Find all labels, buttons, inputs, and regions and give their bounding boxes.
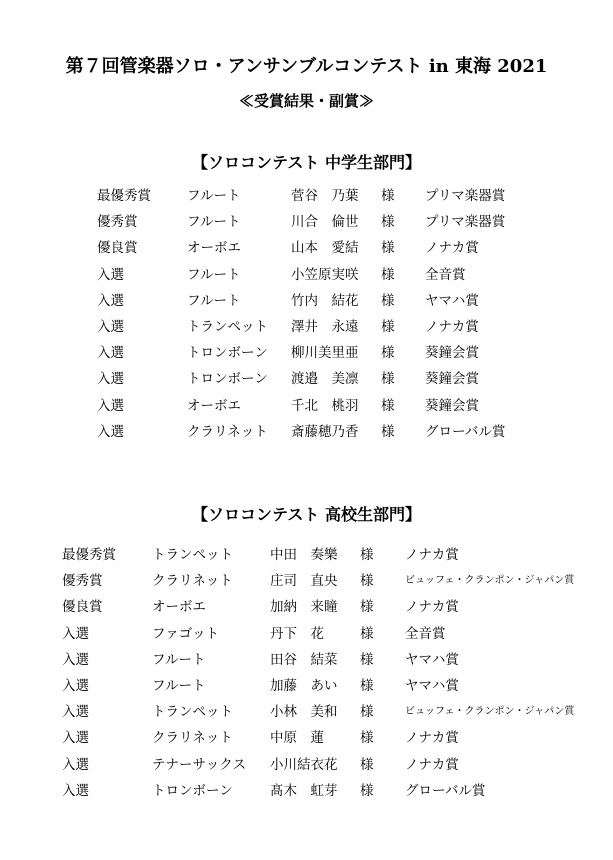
result-prize: 葵鐘会賞 bbox=[425, 397, 479, 414]
result-prize: 全音賞 bbox=[425, 266, 466, 283]
section-heading-high-school: 【ソロコンテスト 高校生部門】 bbox=[192, 505, 421, 524]
result-award: 優秀賞 bbox=[97, 214, 138, 231]
result-award: 入選 bbox=[97, 371, 124, 388]
result-name: 澤井 永遠 bbox=[291, 319, 359, 335]
result-prize: ビュッフェ・クランポン・ジャパン賞 bbox=[405, 706, 575, 718]
result-name: 加納 来瞳 bbox=[270, 599, 338, 616]
page-title: 第７回管楽器ソロ・アンサンブルコンテスト in 東海 2021 bbox=[65, 56, 548, 77]
result-instrument: クラリネット bbox=[187, 423, 268, 440]
result-award: 入選 bbox=[97, 397, 124, 414]
result-prize: 葵鐘会賞 bbox=[425, 345, 479, 362]
result-honorific: 様 bbox=[360, 678, 374, 694]
result-name: 加藤 あい bbox=[270, 678, 338, 694]
result-honorific: 様 bbox=[381, 292, 395, 309]
result-prize: ノナカ賞 bbox=[405, 756, 459, 773]
result-award: 入選 bbox=[62, 782, 89, 799]
result-instrument: オーボエ bbox=[187, 240, 241, 257]
result-prize: ヤマハ賞 bbox=[405, 678, 459, 694]
result-instrument: クラリネット bbox=[152, 730, 233, 747]
result-prize: ノナカ賞 bbox=[425, 240, 479, 257]
result-honorific: 様 bbox=[381, 266, 395, 283]
result-name: 竹内 結花 bbox=[291, 292, 359, 309]
result-instrument: フルート bbox=[152, 678, 206, 694]
result-honorific: 様 bbox=[360, 573, 374, 590]
result-name: 田谷 結菜 bbox=[270, 651, 338, 668]
result-instrument: フルート bbox=[187, 266, 241, 283]
result-name: 髙木 虹芽 bbox=[270, 782, 338, 799]
result-prize: プリマ楽器賞 bbox=[425, 188, 506, 204]
result-prize: ノナカ賞 bbox=[425, 319, 479, 335]
result-prize: 全音賞 bbox=[405, 625, 446, 642]
result-name: 山本 愛結 bbox=[291, 240, 359, 257]
result-award: 入選 bbox=[62, 704, 89, 721]
result-instrument: トランペット bbox=[152, 547, 233, 563]
page-subtitle: ≪受賞結果・副賞≫ bbox=[238, 92, 374, 110]
result-prize: ビュッフェ・クランポン・ジャパン賞 bbox=[405, 575, 575, 587]
result-award: 入選 bbox=[97, 423, 124, 440]
result-prize: プリマ楽器賞 bbox=[425, 214, 506, 231]
result-award: 優秀賞 bbox=[62, 573, 103, 590]
result-instrument: トランペット bbox=[187, 319, 268, 335]
result-honorific: 様 bbox=[360, 704, 374, 721]
result-honorific: 様 bbox=[360, 625, 374, 642]
result-prize: ヤマハ賞 bbox=[405, 651, 459, 668]
result-name: 丹下 花 bbox=[270, 625, 324, 642]
result-name: 中田 奏樂 bbox=[270, 547, 338, 563]
result-instrument: フルート bbox=[187, 292, 241, 309]
result-instrument: フルート bbox=[152, 651, 206, 668]
result-name: 柳川美里亜 bbox=[291, 345, 359, 362]
result-instrument: ファゴット bbox=[152, 625, 219, 642]
result-honorific: 様 bbox=[381, 345, 395, 362]
result-prize: グローバル賞 bbox=[405, 782, 486, 799]
result-prize: ノナカ賞 bbox=[405, 730, 459, 747]
result-instrument: フルート bbox=[187, 188, 241, 204]
result-instrument: フルート bbox=[187, 214, 241, 231]
result-award: 入選 bbox=[62, 756, 89, 773]
result-honorific: 様 bbox=[360, 756, 374, 773]
result-name: 千北 桃羽 bbox=[291, 397, 359, 414]
result-honorific: 様 bbox=[381, 240, 395, 257]
section-heading-junior-high: 【ソロコンテスト 中学生部門】 bbox=[192, 153, 421, 172]
result-award: 入選 bbox=[97, 266, 124, 283]
result-name: 斎藤穂乃香 bbox=[291, 423, 359, 440]
result-award: 入選 bbox=[97, 345, 124, 362]
result-prize: グローバル賞 bbox=[425, 423, 506, 440]
result-honorific: 様 bbox=[360, 651, 374, 668]
result-prize: ノナカ賞 bbox=[405, 599, 459, 616]
result-honorific: 様 bbox=[360, 730, 374, 747]
result-prize: ヤマハ賞 bbox=[425, 292, 479, 309]
result-honorific: 様 bbox=[381, 188, 395, 204]
result-instrument: テナーサックス bbox=[152, 756, 247, 773]
result-honorific: 様 bbox=[381, 319, 395, 335]
result-honorific: 様 bbox=[360, 599, 374, 616]
result-award: 入選 bbox=[97, 292, 124, 309]
result-instrument: クラリネット bbox=[152, 573, 233, 590]
result-instrument: トロンボーン bbox=[152, 782, 233, 799]
result-name: 小林 美和 bbox=[270, 704, 338, 721]
result-award: 最優秀賞 bbox=[62, 547, 116, 563]
result-name: 川合 倫世 bbox=[291, 214, 359, 231]
result-name: 庄司 直央 bbox=[270, 573, 338, 590]
result-award: 優良賞 bbox=[62, 599, 103, 616]
result-instrument: トランペット bbox=[152, 704, 233, 721]
result-name: 小川結衣花 bbox=[270, 756, 338, 773]
result-award: 入選 bbox=[62, 678, 89, 694]
result-name: 菅谷 乃葉 bbox=[291, 188, 359, 204]
result-instrument: オーボエ bbox=[187, 397, 241, 414]
result-award: 入選 bbox=[62, 730, 89, 747]
result-honorific: 様 bbox=[360, 782, 374, 799]
result-name: 渡邉 美凛 bbox=[291, 371, 359, 388]
result-prize: ノナカ賞 bbox=[405, 547, 459, 563]
result-award: 優良賞 bbox=[97, 240, 138, 257]
result-instrument: トロンボーン bbox=[187, 345, 268, 362]
result-honorific: 様 bbox=[381, 423, 395, 440]
result-name: 小笠原実咲 bbox=[291, 266, 359, 283]
result-award: 最優秀賞 bbox=[97, 188, 151, 204]
result-honorific: 様 bbox=[381, 214, 395, 231]
result-award: 入選 bbox=[62, 651, 89, 668]
result-award: 入選 bbox=[62, 625, 89, 642]
result-honorific: 様 bbox=[381, 371, 395, 388]
result-instrument: オーボエ bbox=[152, 599, 206, 616]
result-honorific: 様 bbox=[381, 397, 395, 414]
result-award: 入選 bbox=[97, 319, 124, 335]
result-honorific: 様 bbox=[360, 547, 374, 563]
result-name: 中原 蓮 bbox=[270, 730, 324, 747]
result-prize: 葵鐘会賞 bbox=[425, 371, 479, 388]
result-instrument: トロンボーン bbox=[187, 371, 268, 388]
